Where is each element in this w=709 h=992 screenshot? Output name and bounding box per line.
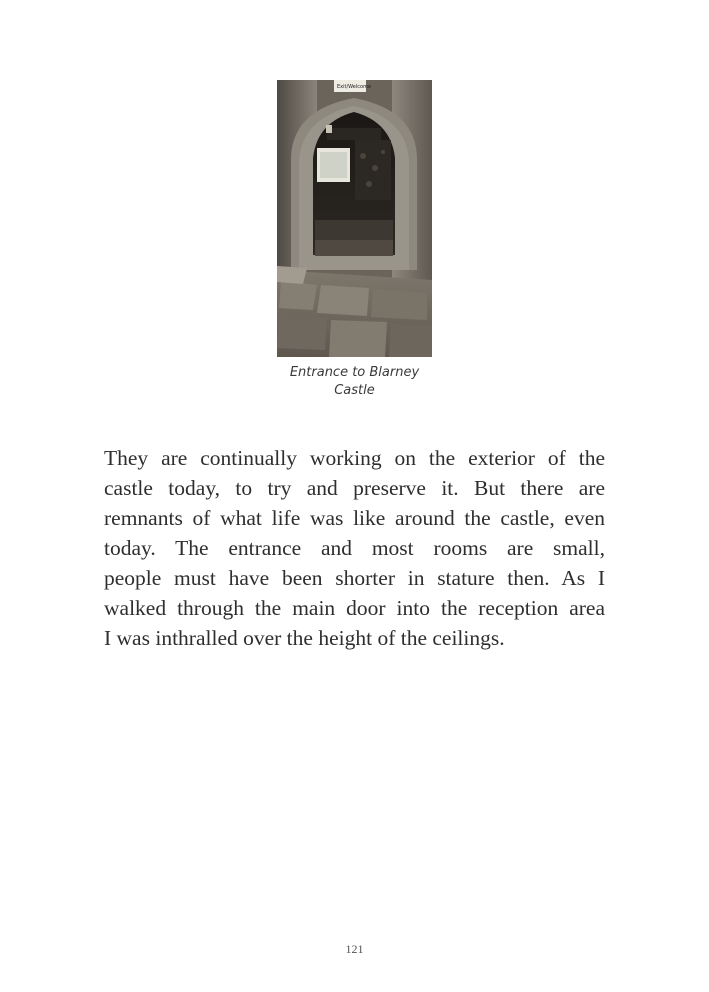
figure-caption [277,364,432,400]
paragraph-line: today. The entrance and most rooms are small, [104,536,605,560]
paragraph-line: castle today, to try and preserve it. But there are [104,476,605,500]
paragraph-line: walked through the main door into the reception area [104,596,605,620]
caption-line: Entrance to Blarney [289,365,420,380]
castle-entrance-photo [277,80,432,357]
body-paragraph [104,443,605,653]
exit-sign: Exit/Welcome [337,84,372,90]
caption-line: Castle [334,383,375,398]
paragraph-line: remnants of what life was like around the castle, even [104,506,605,530]
page-number: 121 [345,942,364,956]
paragraph-line: They are continually working on the exterior of the [104,446,605,470]
paragraph-line: I was inthralled over the height of the ceilings. [104,626,505,650]
paragraph-line: people must have been shorter in stature then. As I [104,566,605,590]
